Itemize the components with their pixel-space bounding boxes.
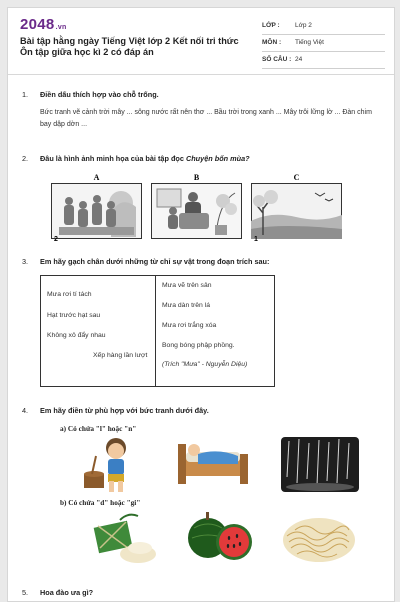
family-gathering-illustration: [51, 183, 142, 239]
image-number: 2: [54, 236, 58, 243]
meta-table: [262, 18, 385, 69]
question-title: [40, 154, 370, 163]
question-title-text: Đâu là hình ảnh minh họa của bài tập đọc: [40, 154, 186, 163]
meta-row-class: [262, 18, 385, 35]
meta-key: LỚP :: [262, 22, 280, 29]
image-option-b[interactable]: [151, 173, 242, 239]
rain-picture[interactable]: [281, 437, 359, 492]
worksheet-page: [7, 7, 395, 602]
grandparents-illustration: [151, 183, 242, 239]
question-number: 5.: [22, 588, 29, 597]
sub-question-b: b) Có chứa "d" hoặc "gi": [60, 498, 141, 507]
image-label: A: [93, 173, 100, 182]
image-label: B: [193, 173, 200, 182]
meta-value: Tiếng Việt: [295, 39, 324, 46]
poem-line: Không xô đẩy nhau: [47, 332, 106, 339]
question-number: 1.: [22, 90, 29, 99]
meta-row-subject: [262, 35, 385, 52]
header-divider: [8, 74, 394, 75]
question-title-italic: Chuyện bốn mùa?: [185, 154, 250, 163]
landscape-illustration: [251, 183, 342, 239]
poem-line: Mưa dàn trên lá: [162, 302, 210, 309]
image-option-a[interactable]: [51, 173, 142, 243]
image-option-c[interactable]: [251, 173, 342, 243]
watermelon-picture[interactable]: [184, 508, 256, 566]
question-title: Hoa đào ưa gì?: [40, 588, 94, 597]
question-title: Em hãy gạch chân dưới những từ chỉ sự vật trong đoạn trích sau:: [40, 257, 270, 266]
question-1-text: Bức tranh vẽ cảnh trời mây ... sông nước rất nên thơ ... Bầu trời trong xanh ... Mây trôi lững lờ ... Đàn chim bay dập dờn ...: [40, 109, 372, 128]
page-title: Bài tập hằng ngày Tiếng Việt lớp 2 Kết nối tri thức Ôn tập giữa học kì 2 có đáp án: [20, 36, 239, 57]
logo-suffix: .vn: [55, 24, 67, 31]
poem-excerpt-box: [40, 275, 275, 387]
poem-line: Mưa rơi tí tách: [47, 291, 92, 298]
meta-key: MÔN :: [262, 39, 282, 46]
meta-value: Lớp 2: [295, 22, 312, 29]
child-sleeping-picture[interactable]: [174, 436, 252, 492]
question-title: Em hãy điền từ phù hợp với bức tranh dưới đây.: [40, 406, 209, 415]
image-label: C: [293, 173, 300, 182]
poem-citation: (Trích "Mưa" - Nguyễn Diệu): [162, 361, 248, 368]
logo-text: 2048: [20, 16, 55, 33]
poem-line: Bong bóng phập phồng.: [162, 342, 235, 349]
image-number: 1: [254, 236, 258, 243]
poem-line: Mưa rơi trắng xóa: [162, 322, 217, 329]
meta-value: 24: [295, 56, 303, 63]
noodles-picture[interactable]: [279, 510, 359, 566]
poem-line: Hạt trước hạt sau: [47, 312, 101, 319]
question-number: 3.: [22, 257, 29, 266]
poem-line: Mưa vẽ trên sân: [162, 282, 212, 289]
poem-line: Xếp hàng lần lượt: [93, 352, 148, 359]
question-title: Điền dấu thích hợp vào chỗ trống.: [40, 90, 159, 99]
poem-column-divider: [155, 276, 156, 386]
header: [20, 16, 385, 71]
rice-cake-picture[interactable]: [90, 510, 160, 568]
sub-question-a: a) Có chứa "l" hoặc "n": [60, 424, 137, 433]
site-logo[interactable]: [20, 16, 67, 33]
meta-row-count: [262, 52, 385, 69]
question-number: 4.: [22, 406, 29, 415]
child-mixing-picture[interactable]: [74, 434, 154, 496]
question-number: 2.: [22, 154, 29, 163]
meta-key: SỐ CÂU :: [262, 56, 292, 63]
